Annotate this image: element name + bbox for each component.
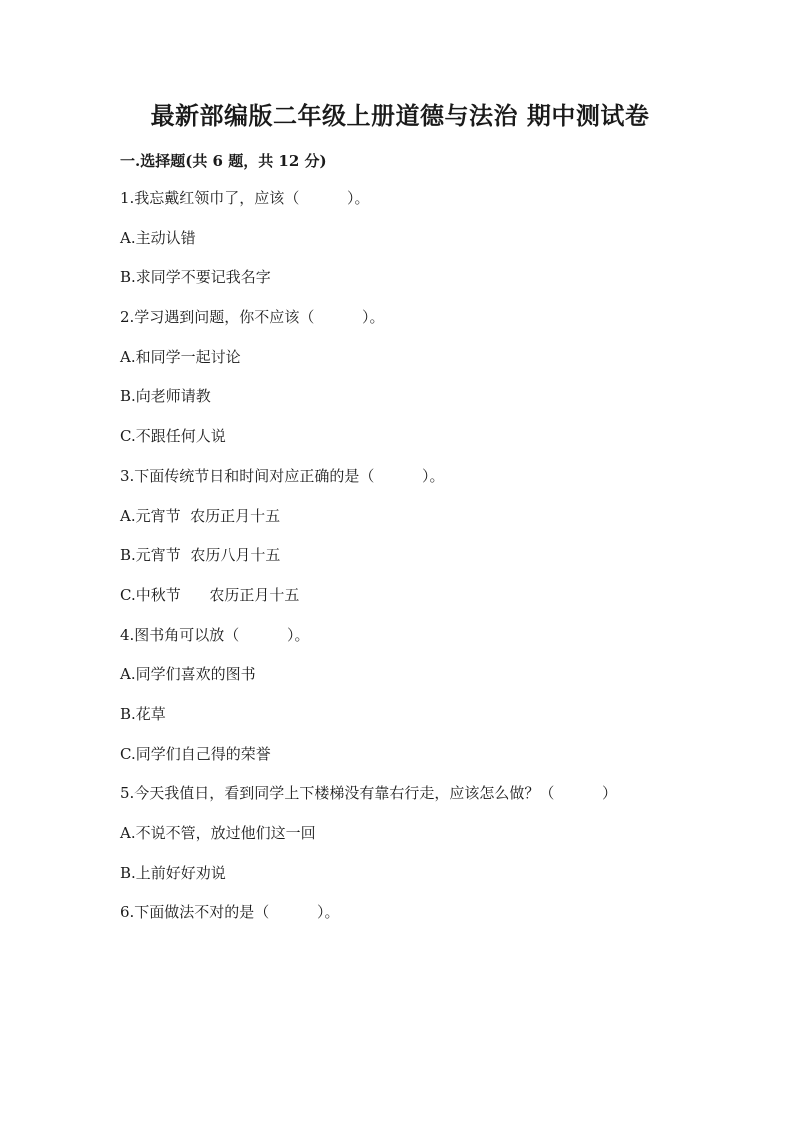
option-4b: B.花草 — [120, 704, 166, 723]
option-1b: B.求同学不要记我名字 — [120, 268, 271, 287]
option-5a: A.不说不管，放过他们这一回 — [120, 824, 316, 842]
question-1: 1.我忘戴红领巾了，应该（ ）。 — [120, 189, 370, 207]
option-1a: A.主动认错 — [120, 228, 196, 247]
section-heading: 一.选择题(共 6 题，共 12 分) — [120, 152, 327, 170]
option-3c: C.中秋节 农历正月十五 — [120, 585, 300, 604]
question-4: 4.图书角可以放（ ）。 — [120, 625, 310, 644]
option-2c: C.不跟任何人说 — [120, 427, 226, 446]
option-3a: A.元宵节 农历正月十五 — [120, 506, 281, 525]
question-6: 6.下面做法不对的是（ ）。 — [120, 903, 340, 922]
option-5b: B.上前好好劝说 — [120, 863, 226, 882]
question-list — [120, 186, 720, 940]
option-2b: B.向老师请教 — [120, 387, 211, 406]
option-4a: A.同学们喜欢的图书 — [120, 665, 256, 684]
question-5: 5.今天我值日，看到同学上下楼梯没有靠右行走，应该怎么做？（ ） — [120, 784, 617, 803]
question-2: 2.学习遇到问题，你不应该（ ）。 — [120, 308, 385, 327]
option-2a: A.和同学一起讨论 — [120, 347, 241, 366]
page-title: 最新部编版二年级上册道德与法治 期中测试卷 — [150, 101, 650, 130]
option-3b: B.元宵节 农历八月十五 — [120, 546, 281, 565]
option-4c: C.同学们自己得的荣誉 — [120, 744, 271, 763]
question-3: 3.下面传统节日和时间对应正确的是（ ）。 — [120, 466, 445, 485]
